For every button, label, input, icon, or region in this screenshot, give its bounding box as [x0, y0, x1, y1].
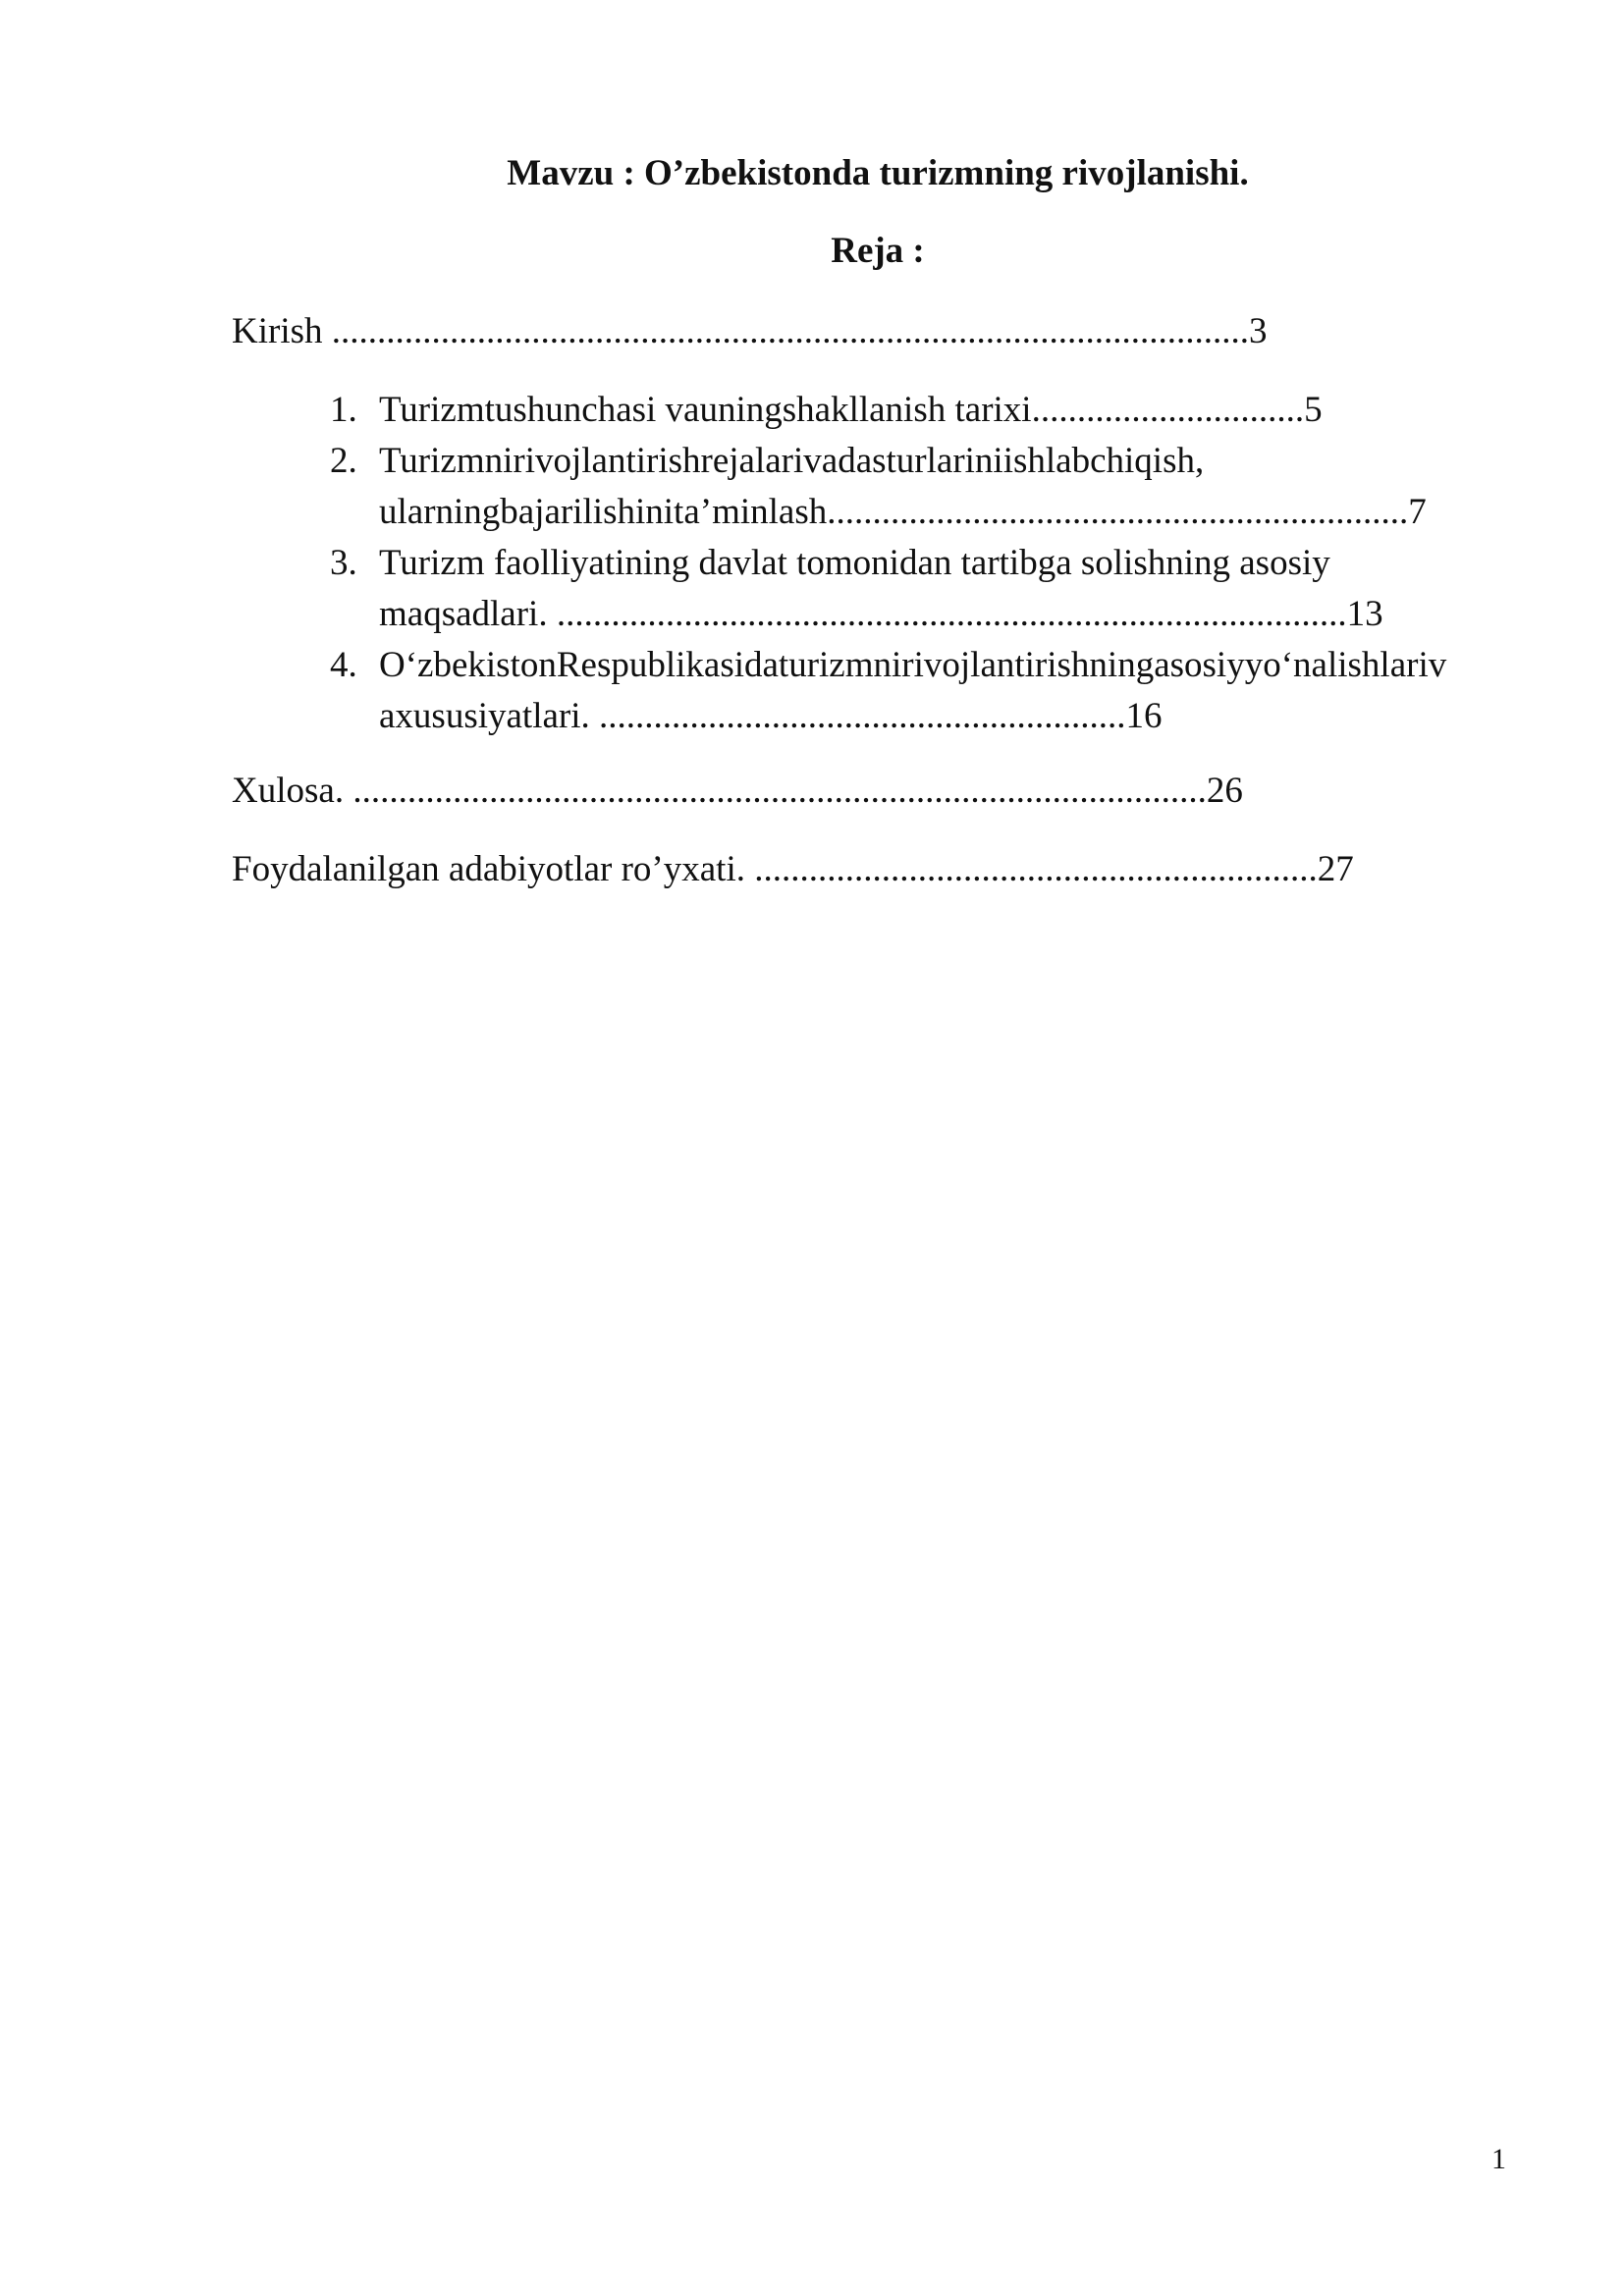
toc-item-line: maqsadlari. .......................................................................................13 [379, 594, 1383, 634]
toc-item-line: Turizm faolliyatining davlat tomonidan tartibga solishning asosiy [379, 543, 1330, 583]
toc-item-line: axususiyatlari. ..........................................................16 [379, 696, 1163, 736]
toc-item-line: Turizmtushunchasi vauningshakllanish tarixi..............................5 [379, 390, 1323, 430]
toc-item-line: O‘zbekistonRespublikasidaturizmnirivojlantirishningasosiyyo‘nalishlariv [379, 645, 1447, 685]
page-number: 1 [1491, 2143, 1506, 2175]
plan-heading: Reja : [831, 231, 925, 271]
document-title: Mavzu : O’zbekistonda turizmning rivojlanishi. [507, 153, 1249, 193]
toc-item-number: 4. [330, 645, 357, 685]
toc-item-number: 1. [330, 390, 357, 430]
toc-intro: Kirish .....................................................................................................3 [232, 311, 1268, 351]
toc-item-line: Turizmnirivojlantirishrejalarivadasturlariniishlabchiqish, [379, 441, 1205, 481]
toc-item-number: 3. [330, 543, 357, 583]
toc-references: Foydalanilgan adabiyotlar ro’yxati. ..............................................................27 [232, 849, 1354, 889]
toc-item-line: ularningbajarilishinita’minlash................................................................7 [379, 492, 1427, 532]
toc-item-number: 2. [330, 441, 357, 481]
toc-conclusion: Xulosa. ..............................................................................................26 [232, 771, 1243, 811]
